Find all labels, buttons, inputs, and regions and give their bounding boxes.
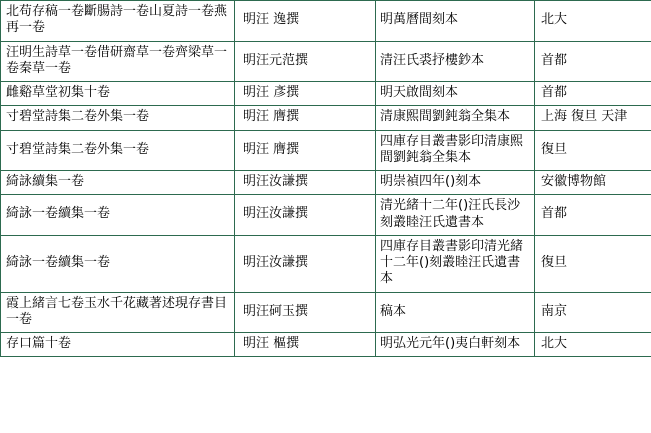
table-row	[1, 171, 651, 195]
cell-title: 霞上緒言七卷玉水千花藏著述現存書目一卷	[1, 292, 235, 333]
table-row	[1, 41, 651, 82]
cell-title: 綺詠一卷續集一卷	[1, 235, 235, 292]
cell-title: 寸碧堂詩集二卷外集一卷	[1, 130, 235, 171]
cell-edition: 明萬曆間刻本	[376, 1, 535, 42]
cell-author	[235, 171, 376, 195]
cell-author	[235, 333, 376, 357]
table-row	[1, 82, 651, 106]
cell-edition: 明弘光元年()夷白軒刻本	[376, 333, 535, 357]
cell-title: 雌谿草堂初集十卷	[1, 82, 235, 106]
cell-edition: 稿本	[376, 292, 535, 333]
cell-holding: 首都	[535, 41, 651, 82]
cell-author	[235, 235, 376, 292]
author-text: 明汪 膺撰	[243, 109, 300, 125]
author-text: 明汪 逸撰	[243, 12, 300, 28]
cell-holding: 復旦	[535, 235, 651, 292]
cell-holding: 北大	[535, 1, 651, 42]
author-text: 明汪 膺撰	[243, 141, 300, 157]
cell-edition: 清光緒十二年()汪氏長沙刻叢睦汪氏遺書本	[376, 195, 535, 236]
table-body	[1, 1, 651, 357]
cell-holding: 安徽博物館	[535, 171, 651, 195]
cell-holding: 北大	[535, 333, 651, 357]
author-text: 明汪汝謙撰	[243, 255, 309, 270]
cell-author	[235, 292, 376, 333]
cell-author	[235, 195, 376, 236]
cell-holding: 復旦	[535, 130, 651, 171]
cell-edition: 清汪氏裘抒樓鈔本	[376, 41, 535, 82]
cell-title: 寸碧堂詩集二卷外集一卷	[1, 106, 235, 130]
cell-author	[235, 130, 376, 171]
author-text: 明汪汝謙撰	[243, 206, 309, 222]
author-text: 明汪 樞撰	[243, 336, 300, 351]
author-text: 明汪砢玉撰	[243, 303, 309, 319]
table-row	[1, 130, 651, 171]
table-row	[1, 292, 651, 333]
cell-title: 汪明生詩草一卷借研齋草一卷齊梁草一卷秦草一卷	[1, 41, 235, 82]
author-text: 明汪元范撰	[243, 52, 309, 68]
cell-title: 存口篇十卷	[1, 333, 235, 357]
author-text: 明汪 彥撰	[243, 85, 300, 100]
table-row	[1, 106, 651, 130]
cell-title: 綺詠一卷續集一卷	[1, 195, 235, 236]
cell-edition: 清康熙間劉鈍翁全集本	[376, 106, 535, 130]
table-row	[1, 235, 651, 292]
cell-edition: 明天啟間刻本	[376, 82, 535, 106]
cell-edition: 四庫存目叢書影印清光緒十二年()刻叢睦汪氏遺書本	[376, 235, 535, 292]
table-row	[1, 195, 651, 236]
cell-title: 北苟存稿一卷斷腸詩一卷山夏詩一卷燕再一卷	[1, 1, 235, 42]
cell-title: 綺詠續集一卷	[1, 171, 235, 195]
cell-author	[235, 1, 376, 42]
cell-holding: 首都	[535, 195, 651, 236]
table-row	[1, 1, 651, 42]
cell-edition: 明崇禎四年()刻本	[376, 171, 535, 195]
cell-holding: 南京	[535, 292, 651, 333]
cell-holding: 上海 復旦 天津	[535, 106, 651, 130]
cell-author	[235, 41, 376, 82]
table-row	[1, 333, 651, 357]
cell-author	[235, 82, 376, 106]
cell-edition: 四庫存目叢書影印清康熙間劉鈍翁全集本	[376, 130, 535, 171]
author-text: 明汪汝謙撰	[243, 174, 309, 189]
cell-author	[235, 106, 376, 130]
cell-holding: 首都	[535, 82, 651, 106]
